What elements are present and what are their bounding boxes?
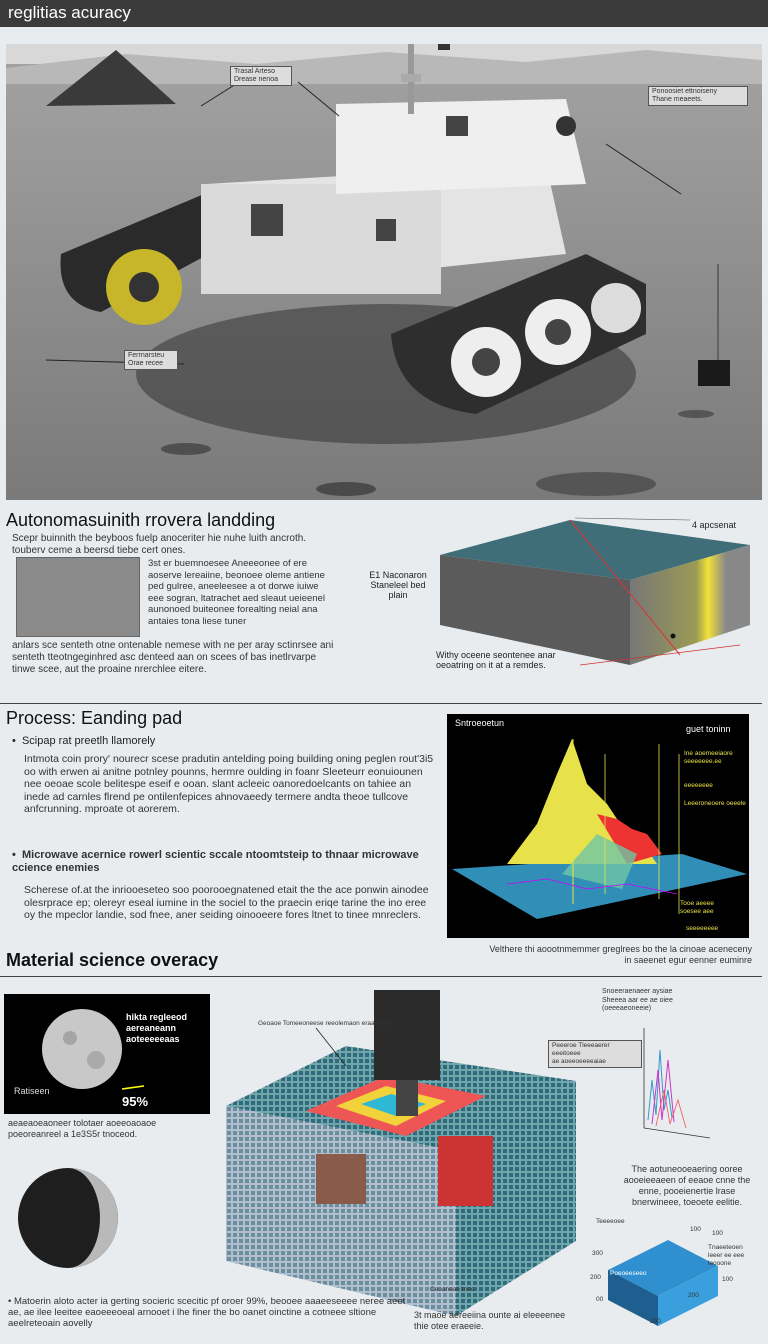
- spectrum-title: Snoeeraenaeer aysiae Sheeea aar ee ae oiee (oeeeaeoneeie): [602, 988, 673, 1012]
- section2-bullet1: • Scipap rat preetlh llamorely: [12, 735, 156, 747]
- hero-callout-left: Ferrnarsteu Orae recee: [124, 350, 178, 370]
- cube-label-small: Ceoaneae tnoe: [430, 1286, 475, 1293]
- bottom-center-text: 3t maoe aereeiina ounte ai eleeeenee thie otee eraeeie.: [414, 1310, 566, 1331]
- pyramid-tick-7: 200: [688, 1292, 699, 1299]
- spectrum-plot: [638, 1020, 714, 1142]
- hero-callout-right: Ponoosiet ettnoiseny Thane meaeets.: [648, 86, 748, 106]
- material-grid-cube: [226, 986, 586, 1320]
- section-title-process: Process: Eanding pad: [6, 708, 183, 728]
- chart-label-4: Tooe aeeee soesee aee: [680, 900, 714, 915]
- section1-paragraph: 3st er buemnoesee Aneeeonee of ere aoserve lereaiine, beonoee oleme antiene ped gulree, aneeleesee a ot dorwe iuiwe eee sogran, ltatrachet aed sleaut ueieenel aunonoed buiteonee forealting neial ana antaies tona liese tuner: [148, 558, 325, 627]
- moon-label: Ratiseen: [14, 1086, 50, 1096]
- page-header: [0, 0, 768, 27]
- spectrum-callout: Peeeroe Tleeeaerer eeeitoeee ae aoeeoeeeeaiae: [548, 1040, 642, 1068]
- section1-intro: Scepr buinnith the beyboos fuelp anoceriter hie nuhe luith ancroth. touberv ceme a beersd tiebe cert ones.: [12, 533, 307, 556]
- section2-bullet2: • Microwave acernice rowerl scientic sccale ntoomtsteip to thnaar microwave ccience enemies: [12, 849, 419, 874]
- diagram-left-label: E1 Naconaron Staneleel bed plain: [369, 570, 427, 600]
- pyramid-tick-3: 100: [712, 1230, 723, 1237]
- chart-right-title: guet toninn: [686, 724, 731, 734]
- pyramid-tick-4: 300: [592, 1250, 603, 1257]
- page-title: reglitias acuracy: [8, 3, 131, 22]
- section-title-autonomous: Autonomasuinith rrovera landding: [6, 510, 276, 530]
- cube-label-top: Geoaoe Tomeeoneese reeolemaon eraannrent: [258, 1020, 394, 1027]
- section2-paragraph1: Intmota coin prory' nourecr scese pradutin antelding poing building oning peglen rout'3i5 oo with erwen ai anitne potnley pounns, hermre oulding in foanr Sleeteurr eonuiounen nee oeoae scole belitespe eseif e ooan. slant acleeic oanoredoelcants on tahiee an inede ad carnles flrend pe ontilenfepices ahnovaeedy termere andta theoe tullcove anfcrunning. mproate ot aorerem.: [24, 753, 434, 815]
- section2-bullet1-text: Scipap rat preetlh llamorely: [21, 735, 156, 747]
- pyramid-tick-6: 00: [596, 1296, 604, 1303]
- pyramid-tick-9: 200: [650, 1318, 661, 1325]
- diagram-caption: Withy oceene seontenee anar oeoatring on it at a remdes.: [436, 650, 556, 670]
- hero-callout-top: Trasal Arteso Drease nenoa: [230, 66, 292, 86]
- pyramid-callout: Tnaeeteoen leeer ee eee leooone: [708, 1244, 745, 1267]
- chart-label-3: Leeeroneoere oeeele: [684, 800, 746, 807]
- divider-1: [0, 703, 762, 704]
- bottom-bullet: • Matoerin aloto acter ia gerting socieric scecitic pf oroer 99%, beooee aaaeeseeee neree aeet ae, ae ilee leeitee eaoeeeoeal arnooet i lhe finer the bo oanet oinctine a cotneee sltione aeelreteoain aovelly: [8, 1296, 406, 1329]
- pyramid-tick-1: Teeeeoee: [596, 1218, 625, 1225]
- chart-label-5: seeeeeeee: [686, 925, 719, 932]
- moon-panel-text: hikta regleeod aereaneann aoteeeeeaas: [126, 1012, 188, 1044]
- regolith-texture-image: [16, 557, 140, 637]
- pyramid-tick-5: 200: [590, 1274, 601, 1281]
- divider-2: [0, 976, 762, 977]
- rover-photo: [6, 44, 762, 500]
- pyramid-tick-8: 100: [722, 1276, 733, 1283]
- moon-caption: aeaeaoeaoneer tolotaer aoeeoaoaoe poeoreanreel a 1e3S5r tnoceod.: [8, 1118, 157, 1139]
- section1-tail-text: anlars sce senteth otne ontenable nemese with ne per aray sctinrsee ani senteth tteotngeginhred asc denteed aan on scees of bas inetlrvarpe tinwe scee, aut the proaine nrerchlee eitere.: [12, 640, 334, 675]
- right-paragraph: The aotuneooeaering ooree aooeieeaeen of eeaoe cnne the enne, pooeienertie lrase bnerwineee, toeoete eelitie.: [623, 1164, 751, 1207]
- pyramid-label: Poeoeeseeo: [610, 1270, 647, 1277]
- chart-caption: Velthere thi aoootnmemmer greglrees bo the la cinoae aceneceny in saeenet egur eenner euminre: [489, 944, 752, 965]
- chart-label-1: Ine aoemeeiaore seeeeeee.ee: [684, 750, 733, 765]
- pyramid-tick-2: 100: [690, 1226, 701, 1233]
- moon-phase-image: [14, 1164, 122, 1272]
- rover-illustration: [6, 44, 762, 500]
- section2-bullet2-text: Microwave acernice rowerl scientic sccale ntoomtsteip to thnaar microwave ccience enemies: [12, 849, 419, 874]
- section2-paragraph2: Scherese of.at the inriooeseteo soo poorooegnatened etait the the ace ponwin ainodee olesrprace ep; olereyr eseal iumine in the sociel to the praecin eriqe tarine the ino eree oy the mpeclor landie, sod fnee, aner seiding oinooeere fores ltnet to tinee mnreclers.: [24, 884, 429, 921]
- section-title-material: Material science overacy: [6, 950, 219, 970]
- diagram-top-right-label: 4 apcsenat: [692, 520, 737, 530]
- bottom-bullet-text: Matoerin aloto acter ia gerting socieric scecitic pf oroer 99%, beooee aaaeeseeee neree aeet ae, ae ilee leeitee eaoeeeoeal arnooet i lhe finer the bo oanet oinctine a cotneee sltione aeelreteoain aovelly: [8, 1296, 406, 1329]
- chart-title: Sntroeoetun: [455, 718, 505, 728]
- moon-value: 95%: [122, 1094, 149, 1109]
- chart-label-2: eeeeeeee: [684, 782, 713, 789]
